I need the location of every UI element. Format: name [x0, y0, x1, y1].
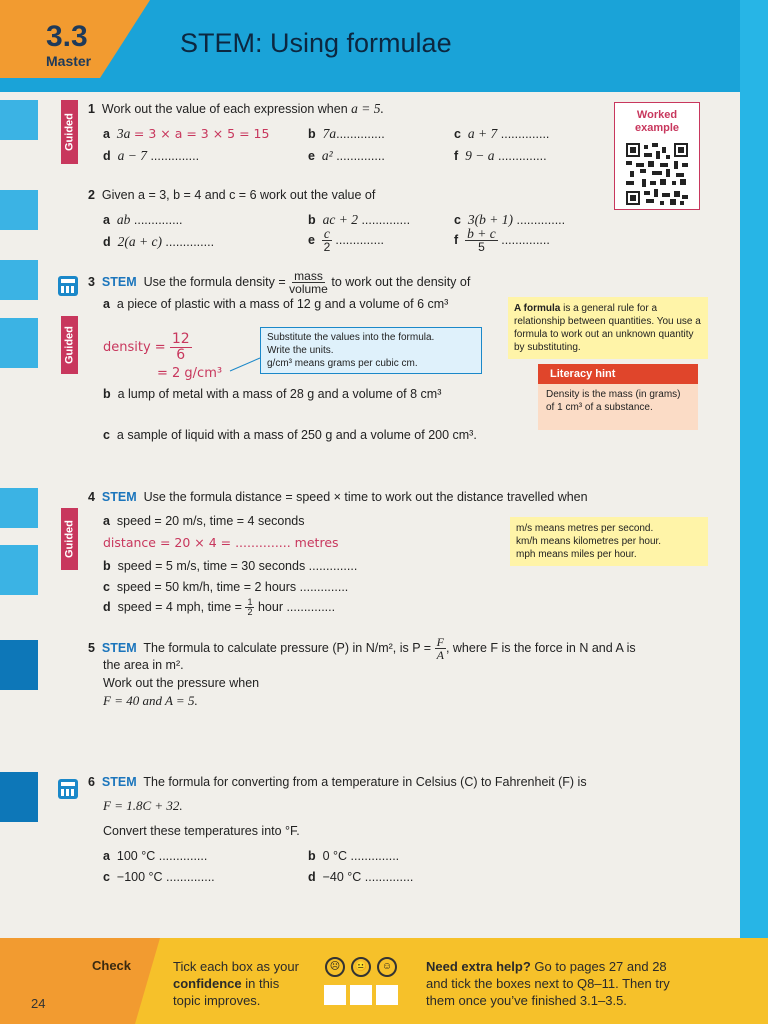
confidence-checkbox[interactable]	[324, 985, 346, 1005]
margin-tab	[0, 318, 38, 368]
confidence-checkbox[interactable]	[350, 985, 372, 1005]
q4-part-c: c speed = 50 km/h, time = 2 hours ..............	[103, 580, 349, 594]
literacy-hint-text: Density is the mass (in grams) of 1 cm³ of a substance.	[538, 384, 698, 430]
margin-tab	[0, 260, 38, 300]
q2-part-f: f $\frac{b + c}{5}$ ..............	[454, 226, 550, 254]
question-1-stem: 1 Work out the value of each expression when a = 5.	[88, 101, 384, 116]
worked-example-panel[interactable]: Worked example	[614, 102, 700, 210]
q3-part-b: b a lump of metal with a mass of 28 g and a volume of 8 cm³	[103, 387, 442, 401]
guided-label: Guided	[61, 100, 78, 164]
q2-part-a: a ab ..............	[103, 212, 183, 227]
margin-tab	[0, 545, 38, 595]
q2-part-b: b ac + 2 ..............	[308, 212, 411, 227]
happy-face-icon: ☺	[377, 957, 397, 977]
unit-level: Master	[46, 53, 92, 69]
q2-part-c: c 3(b + 1) ..............	[454, 212, 566, 227]
margin-tab	[0, 190, 38, 230]
page-edge-strip	[740, 0, 768, 1024]
unit-number: 3.3	[46, 20, 88, 53]
q4-part-a: a speed = 20 m/s, time = 4 seconds	[103, 514, 305, 528]
neutral-face-icon: 😐	[351, 957, 371, 977]
margin-tab	[0, 100, 38, 140]
q6-instruction: Convert these temperatures into °F.	[103, 824, 300, 838]
literacy-hint-title: Literacy hint	[538, 364, 698, 384]
substitute-hint-box: Substitute the values into the formula. Write the units. g/cm³ means grams per cubic cm.	[260, 327, 482, 374]
margin-tab	[0, 640, 38, 690]
q6-part-d: d −40 °C ..............	[308, 870, 414, 884]
q1-part-c: c a + 7 ..............	[454, 126, 550, 141]
guided-label: Guided	[61, 316, 78, 374]
q1-part-f: f 9 − a ..............	[454, 148, 547, 163]
q3-part-c: c a sample of liquid with a mass of 250 g and a volume of 200 cm³.	[103, 428, 477, 442]
question-3-stem: 3 STEM Use the formula density = $\frac{\text{mass}}{\text{volume}}$ to work out the density of	[88, 269, 471, 296]
page-title: STEM: Using formulae	[180, 28, 452, 58]
page-number: 24	[31, 996, 46, 1011]
margin-tab	[0, 488, 38, 528]
q3-working-line-2: = 2 g/cm³	[157, 366, 223, 381]
q6-part-a: a 100 °C ..............	[103, 849, 208, 863]
extra-help-text: Need extra help? Go to pages 27 and 28 and tick the boxes next to Q8–11. Then try them once you’ve finished 3.1–3.5.	[426, 959, 670, 1008]
guided-label: Guided	[61, 508, 78, 570]
q1-part-d: d a − 7 ..............	[103, 148, 200, 163]
q1-part-a: a 3a = 3 × a = 3 × 5 = 15	[103, 126, 270, 141]
calculator-icon	[58, 779, 78, 799]
q2-part-e: e $\frac{c}{2}$ ..............	[308, 226, 385, 254]
question-4-stem: 4 STEM Use the formula distance = speed × time to work out the distance travelled when	[88, 490, 588, 504]
q5-instruction: Work out the pressure when	[103, 676, 260, 690]
q5-values: F = 40 and A = 5.	[103, 693, 198, 708]
units-note-box: m/s means metres per second. km/h means kilometres per hour. mph means miles per hour.	[510, 517, 708, 566]
q4-part-d: d speed = 4 mph, time = $\frac{1}{2}$ hour ..............	[103, 597, 336, 617]
q2-part-d: d 2(a + c) ..............	[103, 234, 215, 249]
calculator-icon	[58, 276, 78, 296]
q4-working: distance = 20 × 4 = .............. metres	[103, 535, 339, 550]
q6-formula: F = 1.8C + 32.	[103, 798, 183, 813]
q3-working-line-1: density = $\frac{12}{6}$	[103, 331, 190, 363]
formula-definition-box: A formula is a general rule for a relationship between quantities. You use a formula to work out an unknown quantity by substituting.	[508, 297, 708, 359]
q6-part-b: b 0 °C ..............	[308, 849, 400, 863]
qr-code-icon[interactable]	[626, 143, 688, 205]
q6-part-c: c −100 °C ..............	[103, 870, 215, 884]
pointer-line	[228, 355, 262, 375]
confidence-instructions: Tick each box as your confidence in this topic improves.	[173, 959, 299, 1008]
question-5-stem: 5 STEM The formula to calculate pressure (P) in N/m², is P = $\frac{F}{A}$ , where F is the force in N and A is	[88, 635, 636, 662]
confidence-checkbox[interactable]	[376, 985, 398, 1005]
question-2-stem: 2 Given a = 3, b = 4 and c = 6 work out the value of	[88, 188, 376, 202]
q4-part-b: b speed = 5 m/s, time = 30 seconds ..............	[103, 559, 358, 573]
q1-part-b: b 7a..............	[308, 126, 385, 141]
q5-line-area: the area in m².	[103, 658, 184, 672]
q3-part-a: a a piece of plastic with a mass of 12 g and a volume of 6 cm³	[103, 297, 449, 311]
q1-part-e: e a² ..............	[308, 148, 385, 163]
question-6-stem: 6 STEM The formula for converting from a temperature in Celsius (C) to Fahrenheit (F) is	[88, 775, 587, 789]
margin-tab	[0, 772, 38, 822]
check-label: Check	[92, 958, 132, 973]
sad-face-icon: ☹	[325, 957, 345, 977]
